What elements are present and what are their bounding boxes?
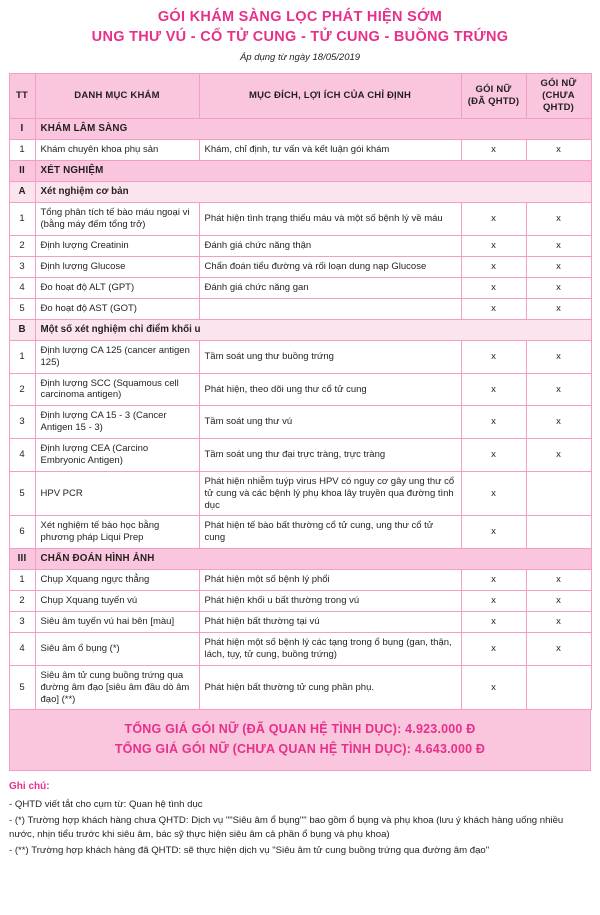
included-chua-qhtd: x — [526, 373, 591, 406]
subsection-title: Một số xét nghiệm chỉ điểm khối u — [35, 319, 591, 340]
service-purpose: Phát hiện tế bào bất thường cổ tử cung, ung thư cổ tử cung — [199, 516, 461, 549]
included-chua-qhtd: x — [526, 612, 591, 633]
service-purpose: Tầm soát ung thư đại trực tràng, trực tràng — [199, 439, 461, 472]
included-chua-qhtd: x — [526, 570, 591, 591]
column-header-package-qhtd-line1: GÓI NỮ — [475, 84, 512, 96]
service-purpose: Phát hiện, theo dõi ung thư cổ tử cung — [199, 373, 461, 406]
service-name: Định lượng Creatinin — [35, 236, 199, 257]
note-item: - QHTD viết tắt cho cụm từ: Quan hệ tình dục — [9, 798, 203, 810]
included-qhtd: x — [461, 298, 526, 319]
table-row — [9, 439, 591, 472]
totals-block — [9, 710, 591, 771]
included-chua-qhtd: x — [526, 298, 591, 319]
service-name: Chụp Xquang ngực thẳng — [35, 570, 199, 591]
column-header-package-qhtd-line2: (ĐÃ QHTD) — [467, 95, 520, 107]
included-qhtd: x — [461, 665, 526, 710]
service-purpose: Khám, chỉ định, tư vấn và kết luận gói khám — [199, 139, 461, 160]
service-purpose: Phát hiện một số bệnh lý các tạng trong ổ bụng (gan, thận, lách, tụy, tử cung, buồng trứng) — [199, 633, 461, 666]
included-qhtd: x — [461, 236, 526, 257]
included-qhtd: x — [461, 516, 526, 549]
included-qhtd: x — [461, 277, 526, 298]
included-chua-qhtd: x — [526, 633, 591, 666]
note-item: - (**) Trường hợp khách hàng đã QHTD: sẽ thực hiện dịch vụ "Siêu âm tử cung buồng trứng qua đường âm đạo" — [9, 845, 490, 857]
section-title: CHẨN ĐOÁN HÌNH ẢNH — [35, 549, 591, 570]
column-header-package-chua-qhtd-line2: (CHƯA QHTD) — [542, 90, 575, 113]
included-qhtd: x — [461, 256, 526, 277]
service-purpose: Đánh giá chức năng gan — [199, 277, 461, 298]
row-index: 1 — [9, 139, 35, 160]
notes-block — [9, 779, 591, 859]
column-header-package-chua-qhtd — [526, 74, 591, 119]
included-qhtd: x — [461, 373, 526, 406]
effective-date: Áp dụng từ ngày 18/05/2019 — [239, 52, 361, 64]
document-header — [0, 0, 600, 69]
table-row — [9, 633, 591, 666]
service-purpose: Phát hiện bất thường tại vú — [199, 612, 461, 633]
column-header-tt-text: TT — [15, 90, 28, 101]
table-row — [9, 570, 591, 591]
services-table — [9, 73, 592, 710]
section-title: KHÁM LÂM SÀNG — [35, 118, 591, 139]
included-qhtd: x — [461, 633, 526, 666]
note-item: - (*) Trường hợp khách hàng chưa QHTD: Dịch vụ ""Siêu âm ổ bụng"" bao gồm ổ bụng và phụ khoa (lưu ý khách hàng uống nhiều nước, nhịn tiểu trước khi siêu âm, bác sỹ thực hiện siêu âm cả phần ổ bụng và phụ khoa) — [9, 814, 564, 841]
table-row — [9, 256, 591, 277]
notes-title: Ghi chú: — [9, 781, 50, 793]
table-row — [9, 591, 591, 612]
service-purpose: Phát hiện khối u bất thường trong vú — [199, 591, 461, 612]
included-qhtd: x — [461, 340, 526, 373]
table-row — [9, 139, 591, 160]
included-chua-qhtd: x — [526, 256, 591, 277]
service-purpose: Đánh giá chức năng thận — [199, 236, 461, 257]
table-section-row — [9, 118, 591, 139]
table-section-row — [9, 549, 591, 570]
service-purpose: Phát hiện tình trạng thiếu máu và một số bệnh lý về máu — [199, 203, 461, 236]
included-qhtd: x — [461, 612, 526, 633]
service-name: Siêu âm tuyến vú hai bên [màu] — [35, 612, 199, 633]
included-qhtd: x — [461, 591, 526, 612]
table-header-row — [9, 74, 591, 119]
table-row — [9, 516, 591, 549]
table-row — [9, 612, 591, 633]
row-index: 1 — [9, 203, 35, 236]
included-chua-qhtd: x — [526, 203, 591, 236]
notes-list — [9, 798, 591, 859]
column-header-package-qhtd — [461, 74, 526, 119]
included-chua-qhtd: x — [526, 236, 591, 257]
service-name: Chụp Xquang tuyến vú — [35, 591, 199, 612]
service-name: Xét nghiệm tế bào học bằng phương pháp Liqui Prep — [35, 516, 199, 549]
total-price-chua-qhtd: TỔNG GIÁ GÓI NỮ (CHƯA QUAN HỆ TÌNH DỤC): 4.643.000 Đ — [114, 741, 486, 756]
included-qhtd: x — [461, 203, 526, 236]
service-name: Đo hoạt độ ALT (GPT) — [35, 277, 199, 298]
column-header-name — [35, 74, 199, 119]
row-index: 4 — [9, 439, 35, 472]
included-qhtd: x — [461, 471, 526, 516]
column-header-name-text: DANH MỤC KHÁM — [74, 90, 160, 101]
service-name: Định lượng SCC (Squamous cell carcinoma antigen) — [35, 373, 199, 406]
total-price-qhtd: TỔNG GIÁ GÓI NỮ (ĐÃ QUAN HỆ TÌNH DỤC): 4.923.000 Đ — [124, 722, 476, 737]
row-index: II — [9, 160, 35, 181]
row-index: I — [9, 118, 35, 139]
subsection-title: Xét nghiệm cơ bản — [35, 182, 591, 203]
table-section-row — [9, 160, 591, 181]
included-chua-qhtd — [526, 516, 591, 549]
row-index: A — [9, 182, 35, 203]
included-chua-qhtd: x — [526, 591, 591, 612]
row-index: 2 — [9, 591, 35, 612]
row-index: 3 — [9, 256, 35, 277]
included-qhtd: x — [461, 439, 526, 472]
title-line-1: GÓI KHÁM SÀNG LỌC PHÁT HIỆN SỚM — [157, 9, 443, 25]
table-row — [9, 373, 591, 406]
row-index: 4 — [9, 277, 35, 298]
row-index: 2 — [9, 236, 35, 257]
column-header-package-chua-qhtd-line1: GÓI NỮ — [540, 78, 577, 90]
service-name: Định lượng CA 15 - 3 (Cancer Antigen 15 - 3) — [35, 406, 199, 439]
service-name: Định lượng CEA (Carcino Embryonic Antigen) — [35, 439, 199, 472]
table-row — [9, 203, 591, 236]
row-index: 5 — [9, 471, 35, 516]
row-index: 4 — [9, 633, 35, 666]
row-index: 3 — [9, 612, 35, 633]
included-chua-qhtd — [526, 471, 591, 516]
table-row — [9, 340, 591, 373]
table-row — [9, 277, 591, 298]
included-chua-qhtd: x — [526, 277, 591, 298]
included-qhtd: x — [461, 406, 526, 439]
title-line-2: UNG THƯ VÚ - CỔ TỬ CUNG - TỬ CUNG - BUỒNG TRỨNG — [91, 28, 509, 45]
service-name: Khám chuyên khoa phụ sản — [35, 139, 199, 160]
column-header-desc — [199, 74, 461, 119]
included-chua-qhtd: x — [526, 406, 591, 439]
service-name: Siêu âm tử cung buồng trứng qua đường âm đạo [siêu âm đầu dò âm đạo] (**) — [35, 665, 199, 710]
section-title: XÉT NGHIỆM — [35, 160, 591, 181]
included-qhtd: x — [461, 139, 526, 160]
table-body — [9, 118, 591, 710]
included-chua-qhtd: x — [526, 439, 591, 472]
included-chua-qhtd — [526, 665, 591, 710]
service-name: HPV PCR — [35, 471, 199, 516]
table-row — [9, 665, 591, 710]
row-index: III — [9, 549, 35, 570]
row-index: 5 — [9, 665, 35, 710]
service-name: Tổng phân tích tế bào máu ngoại vi (bằng máy đếm tổng trở) — [35, 203, 199, 236]
table-row — [9, 236, 591, 257]
table-subsection-row — [9, 319, 591, 340]
row-index: 5 — [9, 298, 35, 319]
table-row — [9, 471, 591, 516]
service-purpose: Chẩn đoán tiểu đường và rối loạn dung nạp Glucose — [199, 256, 461, 277]
service-purpose: Phát hiện một số bệnh lý phổi — [199, 570, 461, 591]
column-header-desc-text: MỤC ĐÍCH, LỢI ÍCH CỦA CHỈ ĐỊNH — [248, 90, 412, 101]
table-row — [9, 298, 591, 319]
service-name: Định lượng Glucose — [35, 256, 199, 277]
table-row — [9, 406, 591, 439]
included-chua-qhtd: x — [526, 340, 591, 373]
row-index: B — [9, 319, 35, 340]
row-index: 6 — [9, 516, 35, 549]
service-purpose: Phát hiện bất thường tử cung phần phụ. — [199, 665, 461, 710]
table-header — [9, 74, 591, 119]
row-index: 1 — [9, 570, 35, 591]
table-subsection-row — [9, 182, 591, 203]
included-chua-qhtd: x — [526, 139, 591, 160]
row-index: 1 — [9, 340, 35, 373]
service-name: Siêu âm ổ bụng (*) — [35, 633, 199, 666]
service-purpose — [199, 298, 461, 319]
service-purpose: Tầm soát ung thư vú — [199, 406, 461, 439]
service-name: Đo hoạt độ AST (GOT) — [35, 298, 199, 319]
row-index: 2 — [9, 373, 35, 406]
included-qhtd: x — [461, 570, 526, 591]
service-purpose: Phát hiện nhiễm tuýp virus HPV có nguy cơ gây ung thư cổ tử cung và các bệnh lý phụ khoa lây truyền qua đường tình dục — [199, 471, 461, 516]
column-header-tt — [9, 74, 35, 119]
service-purpose: Tầm soát ung thư buồng trứng — [199, 340, 461, 373]
service-name: Định lượng CA 125 (cancer antigen 125) — [35, 340, 199, 373]
row-index: 3 — [9, 406, 35, 439]
